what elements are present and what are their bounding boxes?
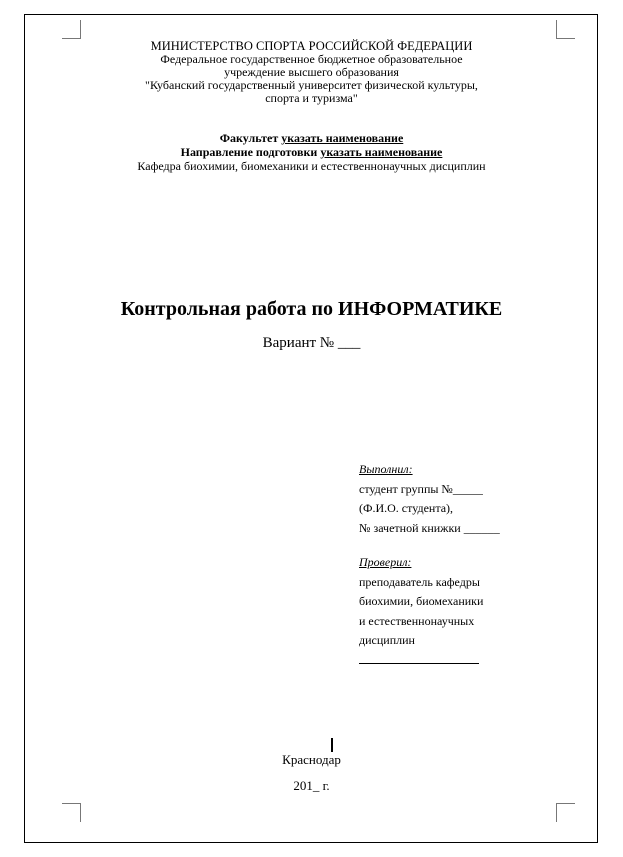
performed-line: (Ф.И.О. студента), <box>359 501 454 515</box>
corner-mark-top-right <box>556 20 575 39</box>
institution-line: учреждение высшего образования <box>224 65 399 79</box>
text-cursor <box>331 738 333 752</box>
direction-value: указать наименование <box>320 145 443 159</box>
performed-label: Выполнил: <box>359 462 413 476</box>
faculty-line <box>0 131 623 145</box>
checked-label: Проверил: <box>359 555 412 569</box>
checked-line: биохимии, биомеханики <box>359 594 484 608</box>
direction-label: Направление подготовки <box>180 145 321 159</box>
year-line: 201_ г. <box>293 778 330 793</box>
document-title: Контрольная работа по ИНФОРМАТИКЕ <box>120 298 503 320</box>
institution-line: Федеральное государственное бюджетное образовательное <box>160 52 463 66</box>
checked-line: дисциплин <box>359 633 415 647</box>
spacer <box>359 538 500 553</box>
performed-line: студент группы №_____ <box>359 481 483 496</box>
checked-line: и естественнонаучных <box>359 613 475 628</box>
faculty-block <box>0 131 623 173</box>
ministry-line: МИНИСТЕРСТВО СПОРТА РОССИЙСКОЙ ФЕДЕРАЦИИ <box>150 39 473 53</box>
faculty-label: Факультет <box>219 131 282 145</box>
checked-line: преподаватель кафедры <box>359 574 480 589</box>
city-line: Краснодар <box>282 752 341 767</box>
signature-block <box>359 460 500 670</box>
variant-line: Вариант № ___ <box>262 335 361 351</box>
corner-mark-bottom-left <box>62 803 81 822</box>
direction-line <box>0 145 623 159</box>
institution-line: "Кубанский государственный университет физической культуры, <box>145 78 478 92</box>
faculty-value: указать наименование <box>281 131 404 145</box>
performed-line: № зачетной книжки ______ <box>359 520 500 535</box>
institution-header <box>0 40 623 105</box>
corner-mark-bottom-right <box>556 803 575 822</box>
corner-mark-top-left <box>62 20 81 39</box>
institution-line: спорта и туризма" <box>265 91 358 105</box>
signature-line <box>359 651 500 671</box>
department-line: Кафедра биохимии, биомеханики и естественнонаучных дисциплин <box>137 159 486 173</box>
